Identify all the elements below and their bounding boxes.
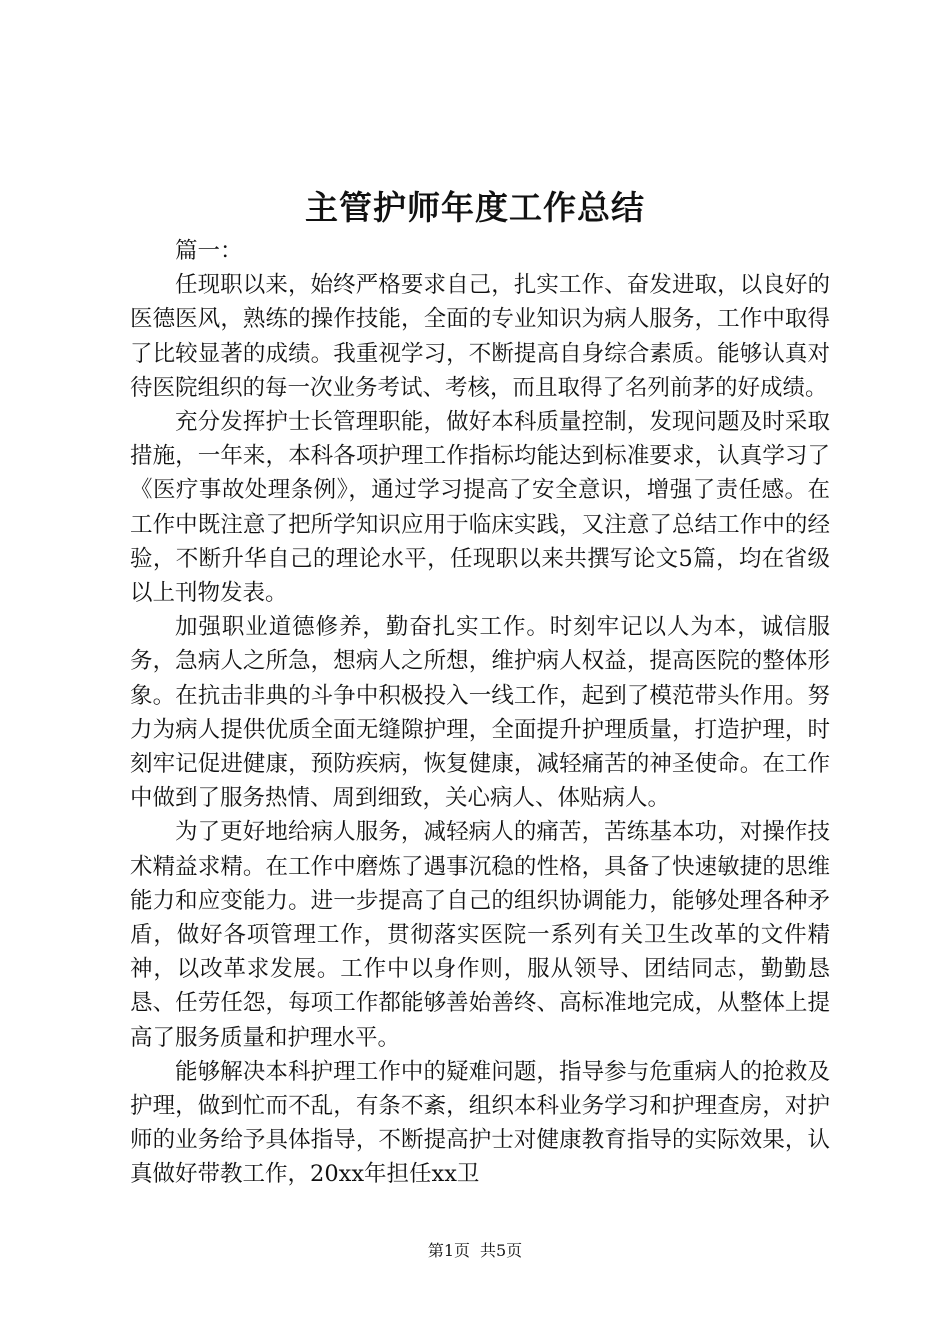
page-number-current: 第1页 — [427, 1241, 470, 1260]
section-label: 篇一： — [175, 238, 243, 264]
paragraph: 为了更好地给病人服务，减轻病人的痛苦，苦练基本功，对操作技术精益求精。在工作中磨炼了遇事沉稳的性格，具备了快速敏捷的思维能力和应变能力。进一步提高了自己的组织协调能力，能够处理各种矛盾，做好各项管理工作，贯彻落实医院一系列有关卫生改革的文件精神，以改革求发展。工作中以身作则，服从领导、团结同志，勤勤恳恳、任劳任怨，每项工作都能够善始善终、高标准地完成，从整体上提高了服务质量和护理水平。 — [130, 819, 830, 1051]
paragraph: 能够解决本科护理工作中的疑难问题，指导参与危重病人的抢救及护理，做到忙而不乱，有条不紊，组织本科业务学习和护理查房，对护师的业务给予具体指导，不断提高护士对健康教育指导的实际效果，认真做好带教工作，20xx年担任xx卫 — [130, 1058, 830, 1188]
document-title: 主管护师年度工作总结 — [305, 188, 645, 227]
paragraph: 加强职业道德修养，勤奋扎实工作。时刻牢记以人为本，诚信服务，急病人之所急，想病人之所想，维护病人权益，提高医院的整体形象。在抗击非典的斗争中积极投入一线工作，起到了模范带头作用。努力为病人提供优质全面无缝隙护理，全面提升护理质量，打造护理，时刻牢记促进健康，预防疾病，恢复健康，减轻痛苦的神圣使命。在工作中做到了服务热情、周到细致，关心病人、体贴病人。 — [130, 614, 830, 812]
page-footer — [0, 1240, 950, 1262]
paragraph: 充分发挥护士长管理职能，做好本科质量控制，发现问题及时采取措施，一年来，本科各项护理工作指标均能达到标准要求，认真学习了《医疗事故处理条例》，通过学习提高了安全意识，增强了责任感。在工作中既注意了把所学知识应用于临床实践，又注意了总结工作中的经验，不断升华自己的理论水平，任现职以来共撰写论文5篇，均在省级以上刊物发表。 — [130, 409, 830, 607]
document-body — [130, 234, 830, 1192]
paragraph: 任现职以来，始终严格要求自己，扎实工作、奋发进取，以良好的医德医风，熟练的操作技能，全面的专业知识为病人服务，工作中取得了比较显著的成绩。我重视学习，不断提高自身综合素质。能够认真对待医院组织的每一次业务考试、考核，而且取得了名列前茅的好成绩。 — [130, 272, 830, 401]
page-number-total: 共5页 — [480, 1241, 523, 1260]
